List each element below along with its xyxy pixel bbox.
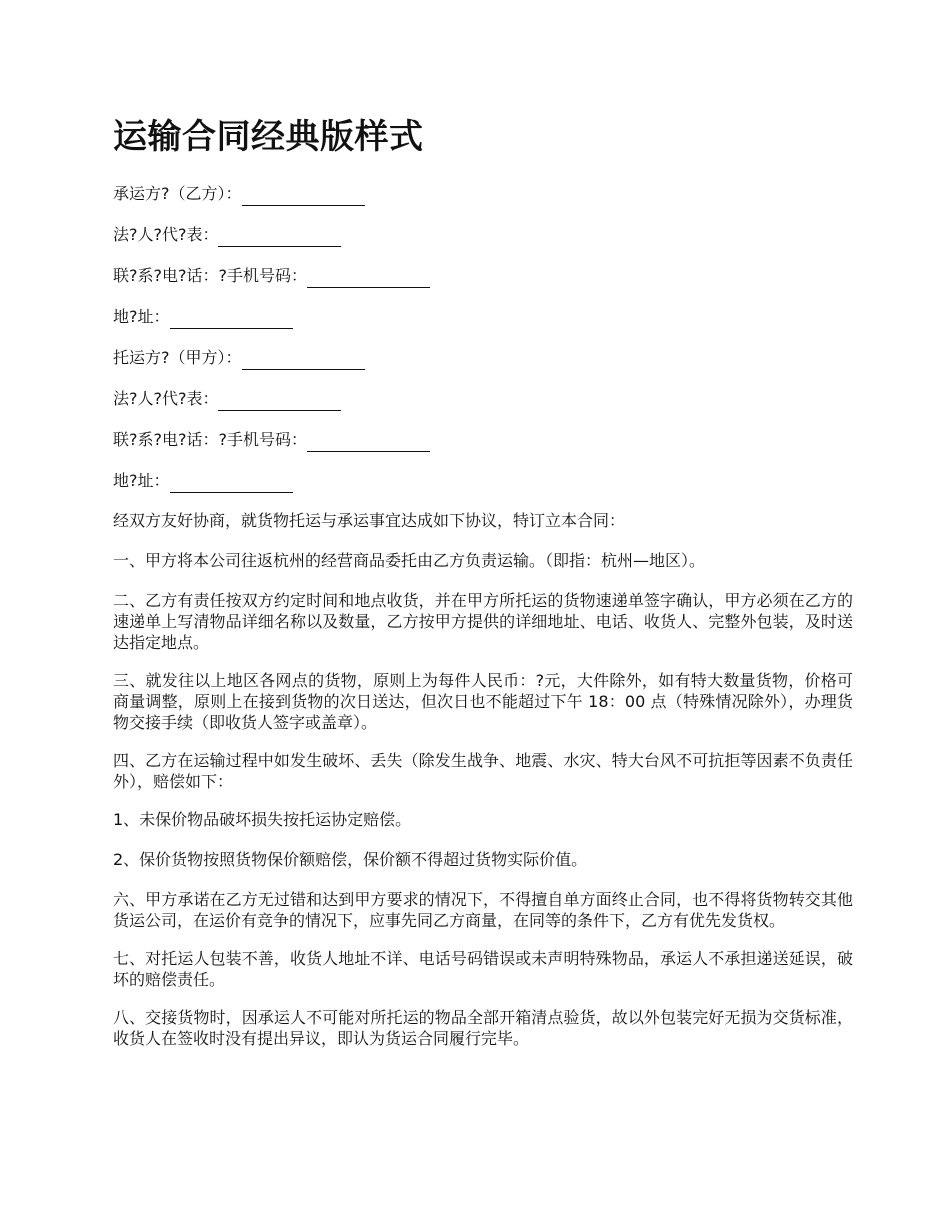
carrier-address-field xyxy=(113,305,853,329)
shipper-phone-field xyxy=(113,428,853,452)
blank-line xyxy=(170,310,293,329)
paragraph-clause-1: 一、甲方将本公司往返杭州的经营商品委托由乙方负责运输。（即指：杭州—地区）。 xyxy=(113,551,706,570)
shipper-address-field xyxy=(113,469,853,493)
field-label: 法?人?代?表： xyxy=(113,389,219,408)
field-label: 法?人?代?表： xyxy=(113,225,219,244)
paragraph-clause-6: 六、甲方承诺在乙方无过错和达到甲方要求的情况下，不得擅自单方面终止合同，也不得将货物转交其他货运公司，在运价有竞争的情况下，应事先同乙方商量，在同等的条件下，乙方有优先发货权。 xyxy=(113,890,853,930)
blank-line xyxy=(218,392,341,411)
blank-line xyxy=(307,433,430,452)
blank-line xyxy=(242,351,365,370)
field-label: 联?系?电?话：?手机号码： xyxy=(113,430,307,449)
paragraph-clause-3: 三、就发往以上地区各网点的货物，原则上为每件人民币：?元，大件除外，如有特大数量货物，价格可商量调整，原则上在接到货物的次日送达，但次日也不能超过下午 18：00 点（特殊情况除外），办理货物交接手续（即收货人签字或盖章）。 xyxy=(113,671,853,732)
paragraph-clause-4: 四、乙方在运输过程中如发生破坏、丢失（除发生战争、地震、水灾、特大台风不可抗拒等因素不负责任外），赔偿如下： xyxy=(113,751,853,791)
paragraph-clause-8: 八、交接货物时，因承运人不可能对所托运的物品全部开箱清点验货，故以外包装完好无损为交货标准，收货人在签收时没有提出异议，即认为货运合同履行完毕。 xyxy=(113,1008,853,1048)
paragraph-intro: 经双方友好协商，就货物托运与承运事宜达成如下协议，特订立本合同： xyxy=(113,511,626,530)
shipper-legal-rep-field xyxy=(113,387,853,411)
shipper-party-field xyxy=(113,346,853,370)
blank-line xyxy=(307,269,430,288)
paragraph-clause-2: 二、乙方有责任按双方约定时间和地点收货，并在甲方所托运的货物速递单签字确认，甲方必须在乙方的速递单上写清物品详细名称以及数量，乙方按甲方提供的详细地址、电话、收货人、完整外包装，及时送达指定地点。 xyxy=(113,591,853,652)
field-label: 承运方?（乙方）： xyxy=(113,184,242,203)
field-label: 联?系?电?话：?手机号码： xyxy=(113,266,307,285)
paragraph-compensation-2: 2、保价货物按照货物保价额赔偿，保价额不得超过货物实际价值。 xyxy=(113,850,588,869)
blank-line xyxy=(170,474,293,493)
carrier-party-field xyxy=(113,182,853,206)
carrier-phone-field xyxy=(113,264,853,288)
document-title: 运输合同经典版样式 xyxy=(113,117,424,157)
paragraph-compensation-1: 1、未保价物品破坏损失按托运协定赔偿。 xyxy=(113,810,412,829)
field-label: 托运方?（甲方）： xyxy=(113,348,242,367)
document-page xyxy=(113,112,853,1066)
field-label: 地?址： xyxy=(113,471,170,490)
paragraph-clause-7: 七、对托运人包装不善，收货人地址不详、电话号码错误或未声明特殊物品，承运人不承担递送延误，破坏的赔偿责任。 xyxy=(113,949,853,989)
field-label: 地?址： xyxy=(113,307,170,326)
carrier-legal-rep-field xyxy=(113,223,853,247)
blank-line xyxy=(242,187,365,206)
blank-line xyxy=(218,228,341,247)
